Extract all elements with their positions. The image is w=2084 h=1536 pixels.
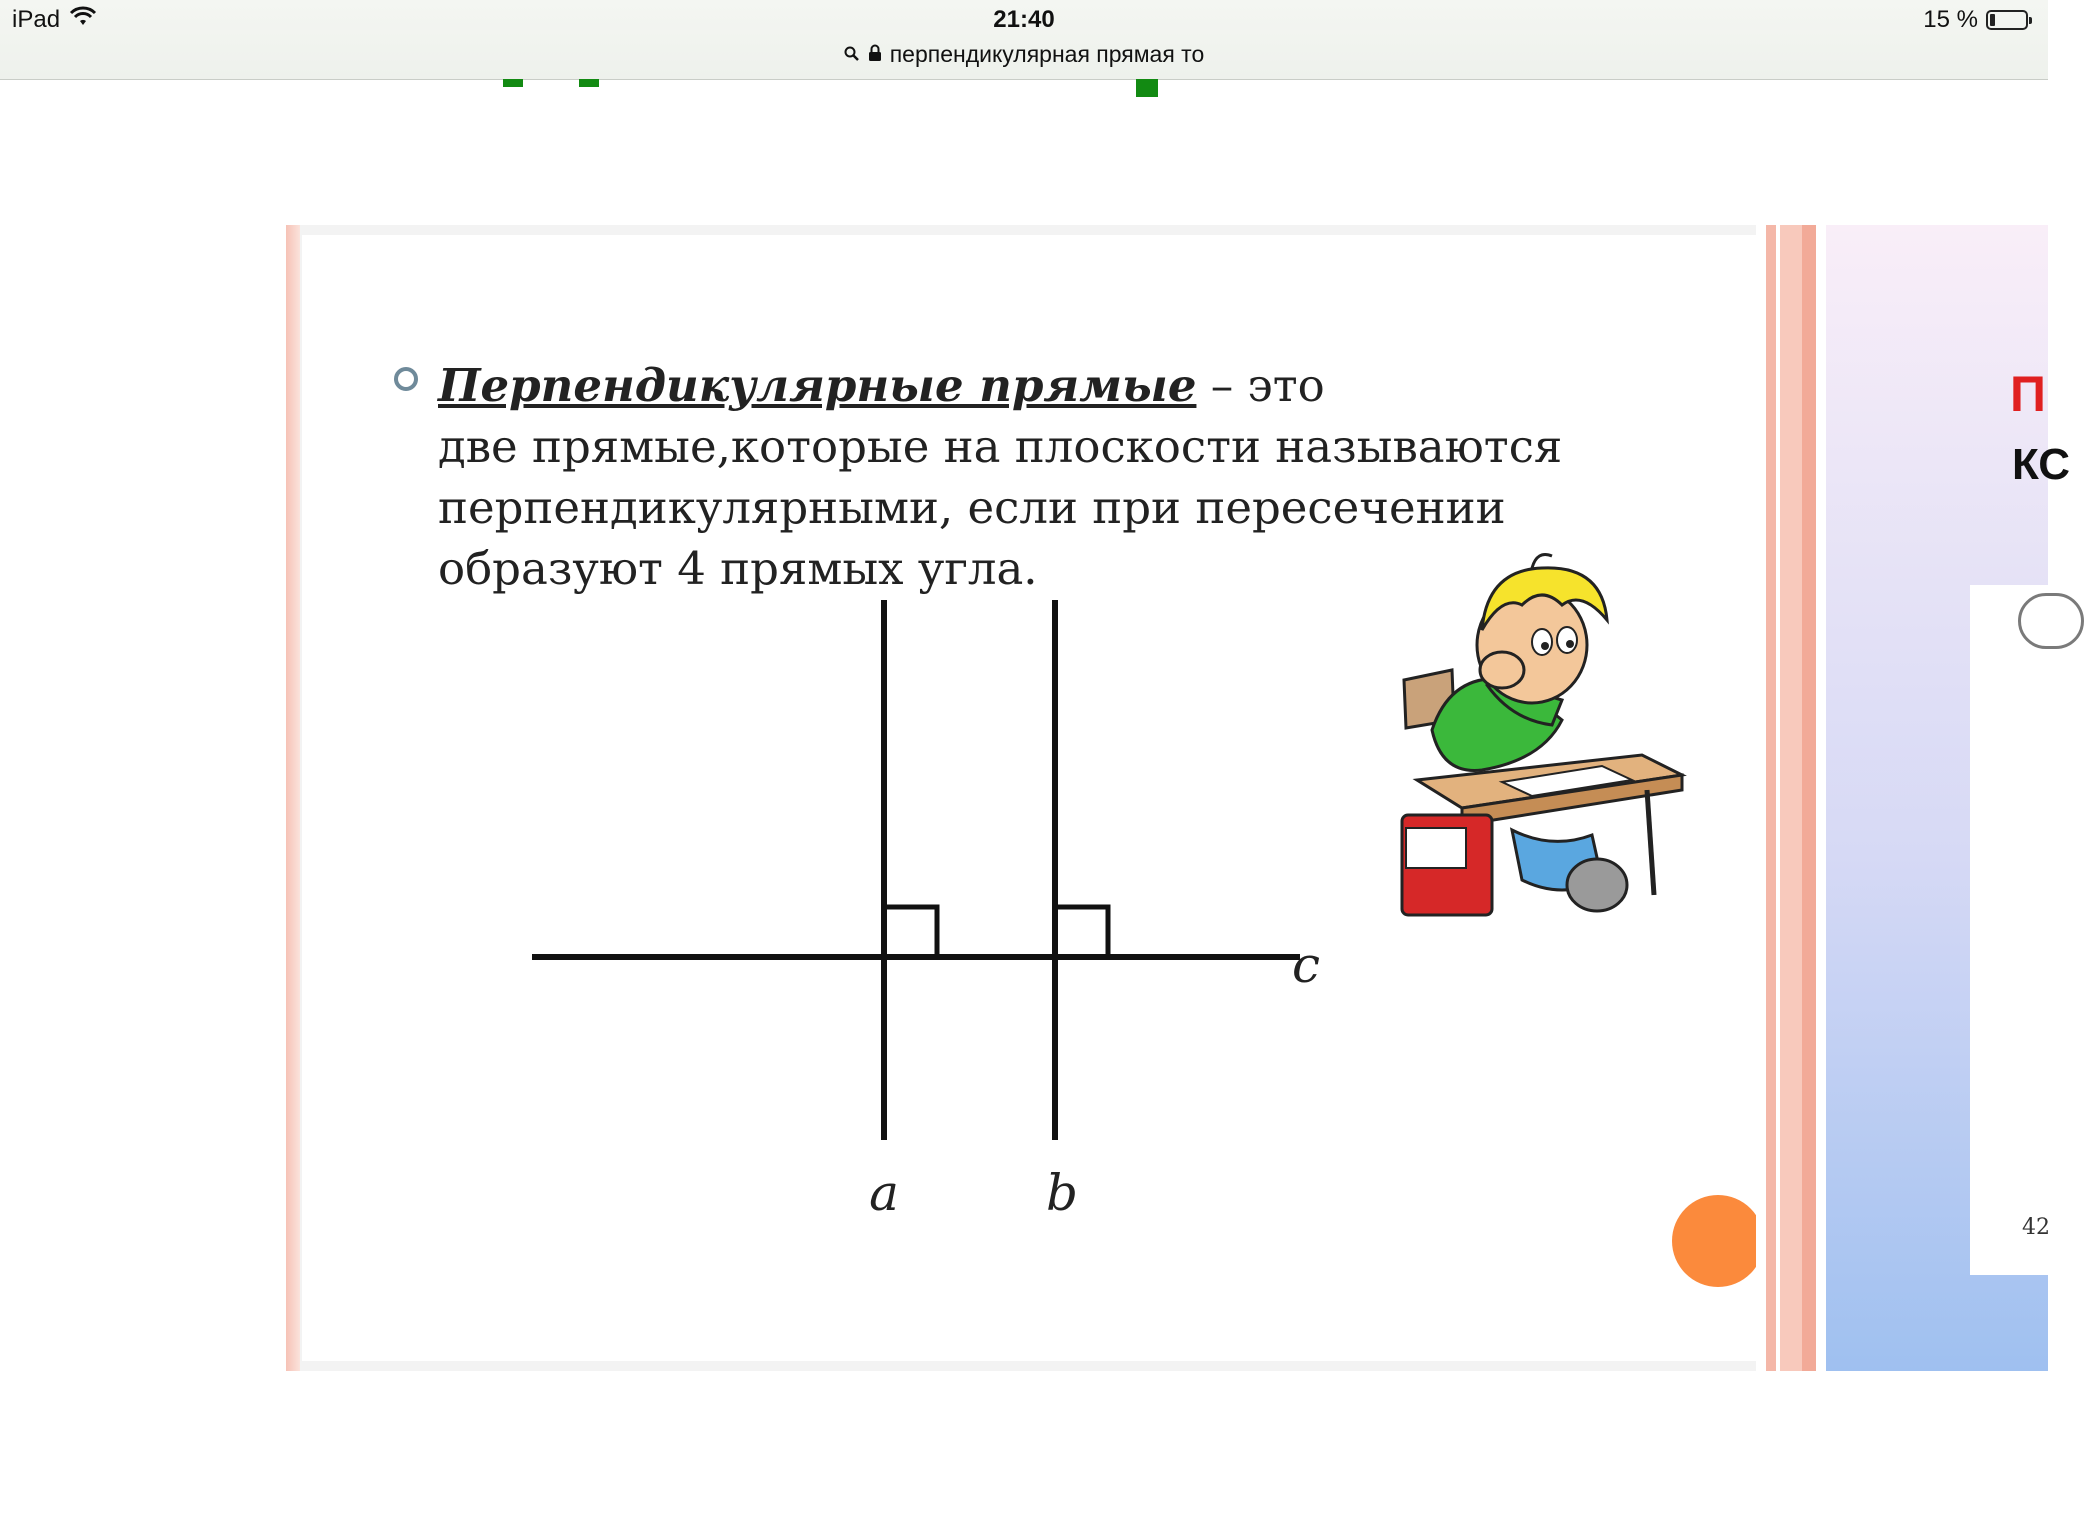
device-name: iPad	[12, 6, 61, 33]
perpendicular-lines-diagram	[482, 600, 1322, 1230]
schoolboy-illustration	[1392, 550, 1702, 930]
definition-line: перпендикулярными, если при пересечении	[438, 481, 1506, 534]
right-angle-mark-b	[1055, 907, 1108, 957]
slide-content	[302, 235, 1772, 1361]
status-bar	[0, 0, 2048, 80]
slide-border-left	[286, 225, 300, 1371]
label-a: a	[869, 1164, 899, 1222]
slide-border-right	[1756, 225, 1816, 1371]
bullet-icon	[394, 367, 418, 391]
address-bar[interactable]	[0, 41, 2048, 68]
next-slide-badge	[2018, 593, 2084, 649]
page-fragment	[1136, 79, 1158, 97]
url-text: перпендикулярная прямая то	[889, 41, 1205, 67]
clock: 21:40	[993, 6, 1055, 33]
definition-dash: – это	[1196, 359, 1325, 412]
label-b: b	[1045, 1164, 1079, 1222]
page-fragment	[579, 79, 599, 87]
label-c: c	[1291, 936, 1320, 994]
battery-percent: 15 %	[1923, 6, 1978, 33]
next-slide-card	[1970, 585, 2060, 1275]
battery-icon	[1986, 10, 2028, 30]
next-slide-subtitle: КС	[2012, 440, 2071, 489]
definition-line: две прямые,которые на плоскости называются	[438, 420, 1563, 473]
status-right	[1923, 6, 2028, 34]
term-title: Перпендикулярные прямые	[438, 359, 1197, 412]
definition-line: образуют 4 прямых угла.	[438, 542, 1038, 595]
next-slide-title: П	[2010, 366, 2046, 422]
lock-icon	[868, 41, 882, 68]
slide-image[interactable]	[286, 225, 1816, 1371]
next-slide-number: 42	[2022, 1215, 2050, 1240]
right-angle-mark-a	[884, 907, 937, 957]
next-slide-image[interactable]	[1826, 225, 2071, 1371]
slide-nav-button[interactable]	[1672, 1195, 1764, 1287]
search-icon	[844, 41, 860, 68]
page-fragment	[503, 79, 523, 87]
